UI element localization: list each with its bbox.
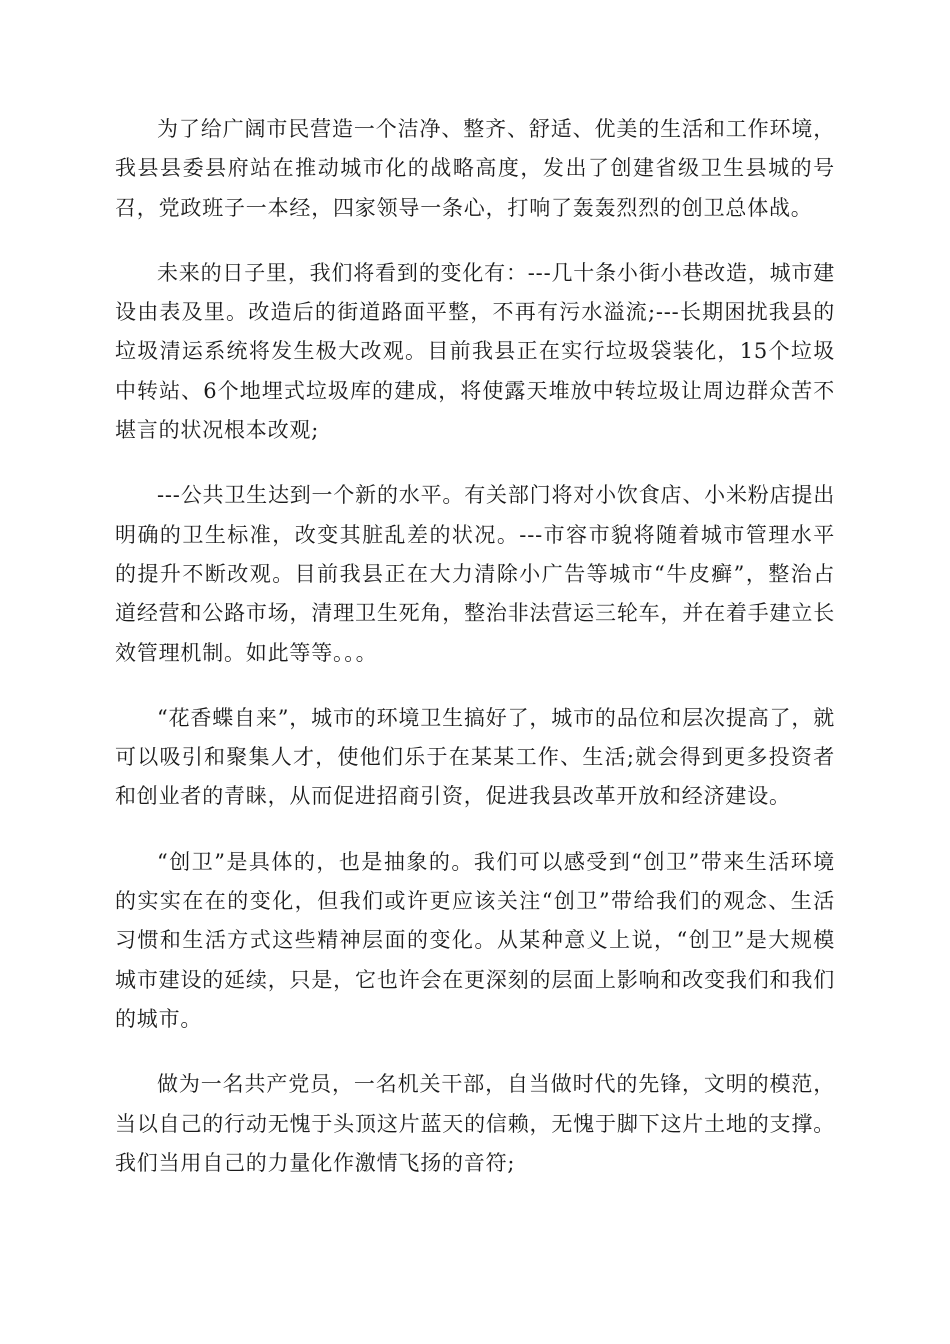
paragraph-4: “花香蝶自来”，城市的环境卫生搞好了，城市的品位和层次提高了，就可以吸引和聚集人才，使他们乐于在某某工作、生活;就会得到更多投资者和创业者的青睐，从而促进招商引资，促进我县改革开放和经济建设。 bbox=[115, 705, 835, 809]
paragraph-1: 为了给广阔市民营造一个洁净、整齐、舒适、优美的生活和工作环境，我县县委县府站在推动城市化的战略高度，发出了创建省级卫生县城的号召，党政班子一本经，四家领导一条心，打响了轰轰烈烈的创卫总体战。 bbox=[115, 117, 835, 220]
paragraph-5: “创卫”是具体的，也是抽象的。我们可以感受到“创卫”带来生活环境的实实在在的变化，但我们或许更应该关注“创卫”带给我们的观念、生活习惯和生活方式这些精神层面的变化。从某种意义上说，“创卫”是大规模城市建设的延续，只是，它也许会在更深刻的层面上影响和改变我们和我们的城市。 bbox=[115, 849, 835, 1031]
paragraph-6: 做为一名共产党员，一名机关干部，自当做时代的先锋，文明的模范，当以自己的行动无愧于头顶这片蓝天的信赖，无愧于脚下这片土地的支撑。我们当用自己的力量化作激情飞扬的音符; bbox=[115, 1072, 835, 1175]
document-body bbox=[115, 110, 835, 1209]
paragraph-2: 未来的日子里，我们将看到的变化有：---几十条小街小巷改造，城市建设由表及里。改造后的街道路面平整，不再有污水溢流;---长期困扰我县的垃圾清运系统将发生极大改观。目前我县正在实行垃圾袋装化，15个垃圾中转站、6个地埋式垃圾库的建成，将使露天堆放中转垃圾让周边群众苦不堪言的状况根本改观; bbox=[115, 260, 835, 443]
paragraph-3: ---公共卫生达到一个新的水平。有关部门将对小饮食店、小米粉店提出明确的卫生标准，改变其脏乱差的状况。---市容市貌将随着城市管理水平的提升不断改观。目前我县正在大力清除小广告等城市“牛皮癣”，整治占道经营和公路市场，清理卫生死角，整治非法营运三轮车，并在着手建立长效管理机制。如此等等。。。 bbox=[115, 483, 835, 665]
